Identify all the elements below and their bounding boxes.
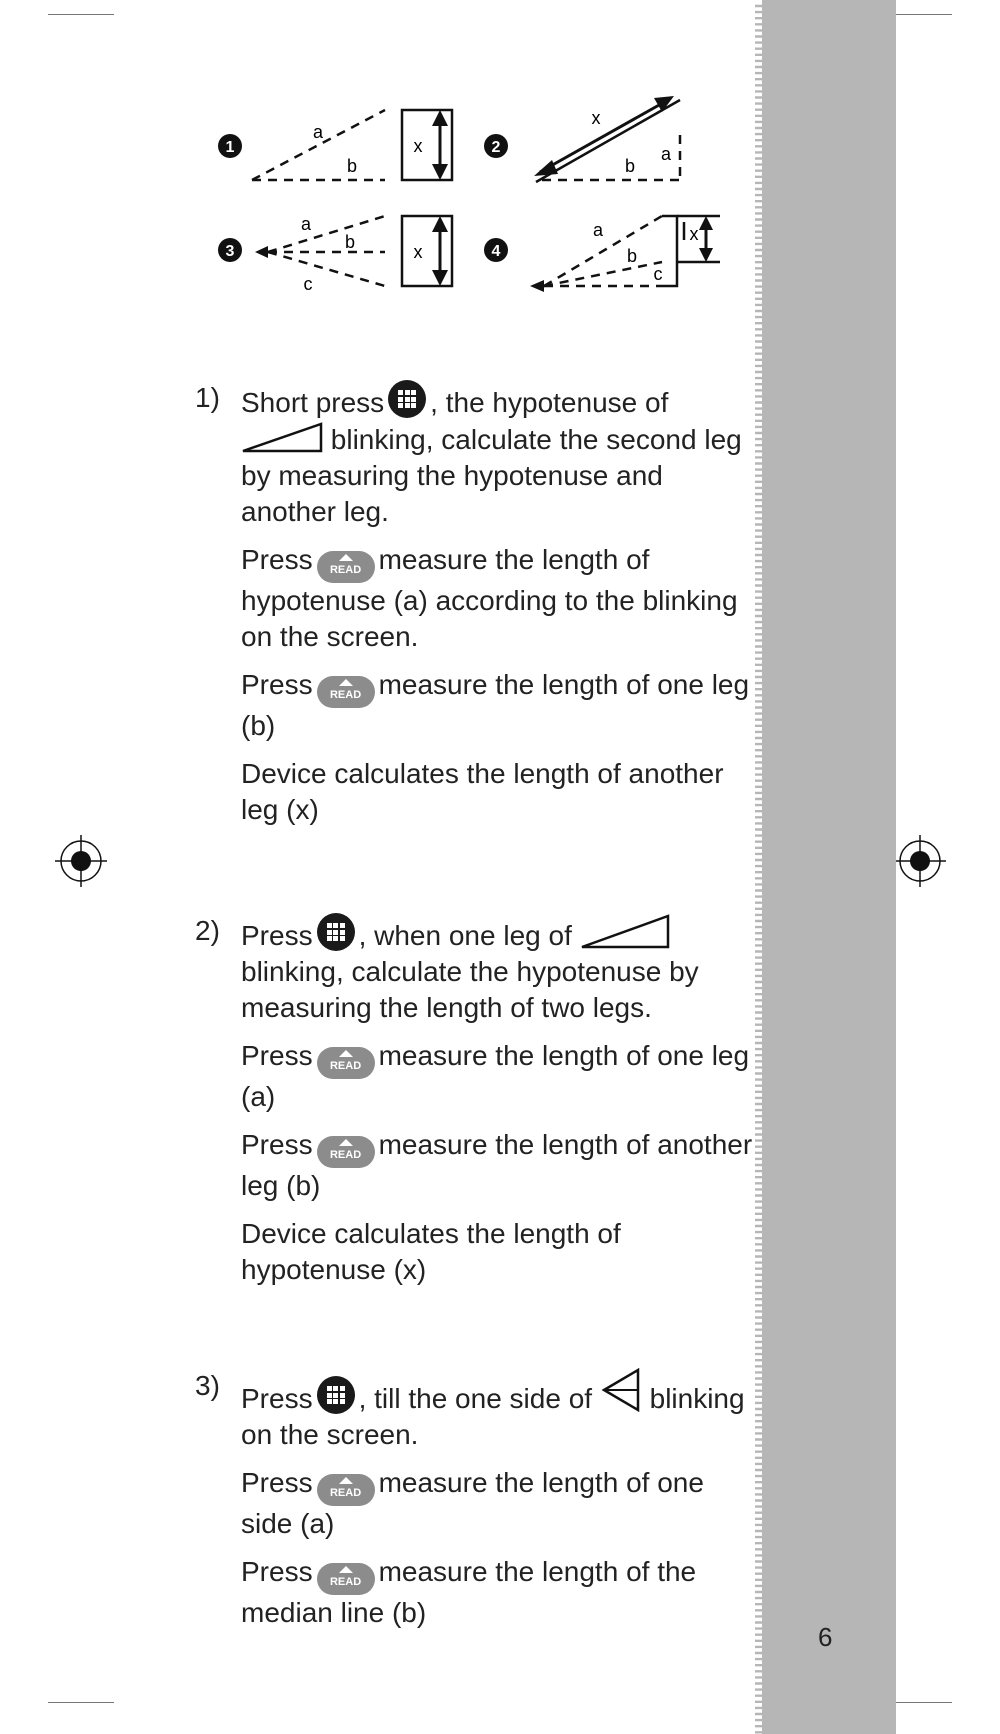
svg-text:b: b: [624, 156, 636, 176]
step-result: Device calculates the length of hypotenuse (x): [241, 1218, 621, 1285]
read-button-icon: READ: [317, 1047, 375, 1079]
svg-text:a: a: [312, 122, 324, 142]
svg-text:1: 1: [225, 139, 235, 156]
step-number: 3): [195, 1370, 220, 1401]
step-result: Device calculates the length of another leg (x): [241, 758, 724, 825]
svg-text:x: x: [413, 242, 423, 262]
figure-4: [484, 216, 720, 292]
svg-text:4: 4: [491, 243, 501, 260]
step-instruction: Press READ measure the length of the median line (b): [241, 1556, 697, 1628]
crop-mark: [48, 1702, 114, 1703]
read-button-icon: READ: [317, 1474, 375, 1506]
registration-mark: [894, 835, 946, 887]
step-instruction: Press READ measure the length of one side (a): [241, 1467, 704, 1539]
step-instruction: Press READ measure the length of another leg (b): [241, 1129, 753, 1201]
function-grid-icon: [317, 1376, 355, 1414]
instruction-section-2: [195, 913, 755, 1288]
figure-1: [218, 110, 452, 180]
read-button-icon: READ: [317, 1563, 375, 1595]
svg-text:3: 3: [225, 243, 235, 260]
step-number: 1): [195, 382, 220, 413]
svg-text:a: a: [300, 214, 312, 234]
step-instruction: Press READ measure the length of hypotenuse (a) according to the blinking on the screen.: [241, 544, 738, 652]
step-intro: Press , till the one side of blinking on the screen.: [241, 1368, 755, 1453]
step-intro: Press , when one leg of blinking, calculate the hypotenuse by measuring the length of two legs.: [241, 913, 755, 1026]
svg-text:x: x: [689, 224, 699, 244]
read-button-icon: READ: [317, 676, 375, 708]
instruction-section-3: [195, 1368, 755, 1631]
measurement-diagrams: [200, 80, 720, 310]
step-number: 2): [195, 915, 220, 946]
svg-text:c: c: [303, 274, 313, 294]
function-grid-icon: [388, 380, 426, 418]
registration-mark: [55, 835, 107, 887]
ruler-ticks: [755, 0, 785, 1734]
svg-text:a: a: [660, 144, 672, 164]
function-grid-icon: [317, 913, 355, 951]
step-intro: Short press , the hypotenuse of blinking, calculate the second leg by measuring the hypotenuse and another leg.: [241, 380, 755, 530]
right-triangle-hypotenuse-icon: [241, 421, 323, 453]
figure-3: [218, 214, 452, 294]
svg-text:2: 2: [491, 139, 501, 156]
read-button-icon: READ: [317, 1136, 375, 1168]
step-instruction: Press READ measure the length of one leg (a): [241, 1040, 750, 1112]
svg-text:x: x: [591, 108, 601, 128]
crop-mark: [48, 14, 114, 15]
step-instruction: Press READ measure the length of one leg (b): [241, 669, 750, 741]
instruction-section-1: [195, 380, 755, 828]
page-number: 6: [818, 1622, 833, 1652]
svg-text:c: c: [653, 264, 663, 284]
svg-text:b: b: [346, 156, 358, 176]
svg-text:a: a: [592, 220, 604, 240]
svg-text:b: b: [626, 246, 638, 266]
triangle-median-icon: [600, 1368, 642, 1412]
svg-text:b: b: [344, 232, 356, 252]
read-button-icon: READ: [317, 551, 375, 583]
svg-text:x: x: [413, 136, 423, 156]
figure-2: [484, 96, 680, 182]
right-triangle-leg-icon: [580, 913, 670, 949]
